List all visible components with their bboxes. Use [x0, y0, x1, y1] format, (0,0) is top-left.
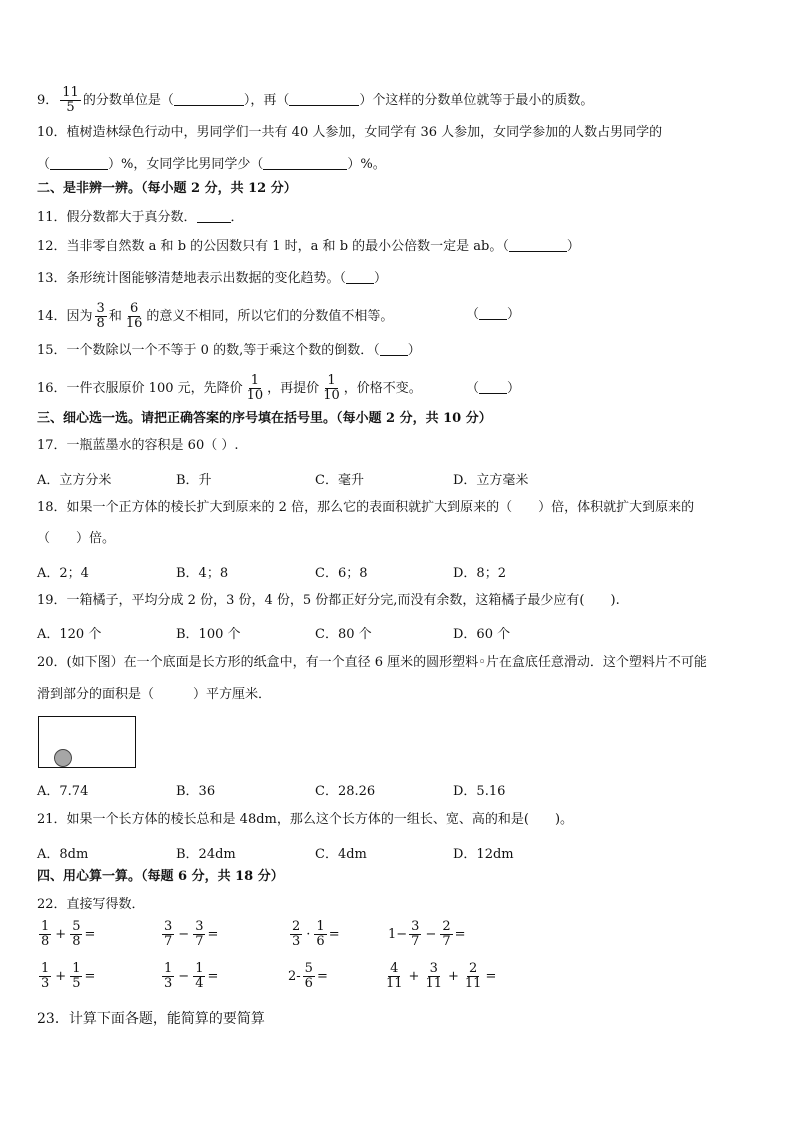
calc-item: 2- $\frac{5}{6}$ =: [288, 961, 328, 991]
question-18-line1: 18．如果一个正方体的棱长扩大到原来的 2 倍，那么它的表面积就扩大到原来的（ ）倍，体积就扩大到原来的: [37, 500, 695, 515]
answer-blank[interactable]: [479, 306, 507, 320]
question-19: 19．一箱橘子，平均分成 2 份，3 份，4 份，5 份都正好分完,而没有余数，这箱橘子最少应有( ).: [37, 593, 620, 608]
option-d[interactable]: D．60 个: [453, 627, 511, 642]
question-18-line2: （ ）倍。: [37, 531, 116, 546]
option-a[interactable]: A．7.74: [37, 784, 89, 799]
section-3-heading: 三、细心选一选。请把正确答案的序号填在括号里。（每小题 2 分，共 10 分）: [37, 411, 492, 426]
fraction: $\frac{11}{5}$: [62, 85, 79, 115]
calc-item: $\frac{3}{7}$ − $\frac{3}{7}$ =: [164, 919, 219, 949]
answer-blank[interactable]: [289, 92, 359, 106]
option-b[interactable]: B．36: [176, 784, 216, 799]
answer-blank[interactable]: [346, 270, 374, 284]
calc-item: $\frac{2}{3}$ · $\frac{1}{6}$ =: [292, 919, 340, 949]
question-11: 11．假分数都大于真分数． ．: [37, 210, 244, 225]
answer-blank[interactable]: [263, 156, 347, 170]
question-20-line2: 滑到部分的面积是（ ）平方厘米．: [37, 687, 272, 702]
calc-item: $\frac{4}{11}$ + $\frac{3}{11}$ + $\frac{2}{11}$ =: [386, 961, 497, 991]
option-a[interactable]: A．120 个: [37, 627, 102, 642]
section-4-heading: 四、用心算一算。（每题 6 分，共 18 分）: [37, 869, 284, 884]
answer-blank[interactable]: [197, 209, 231, 223]
calc-item: $\frac{1}{8}$ + $\frac{5}{8}$ =: [41, 919, 96, 949]
option-b[interactable]: B．升: [176, 473, 212, 488]
question-12: 12．当非零自然数 a 和 b 的公因数只有 1 时，a 和 b 的最小公倍数一定是 ab。（ ）: [37, 239, 580, 254]
answer-blank[interactable]: [509, 238, 567, 252]
answer-blank[interactable]: [50, 156, 108, 170]
box-figure: [38, 716, 136, 768]
question-10-line2: （ ）%，女同学比男同学少（ ）%。: [37, 157, 386, 172]
option-d[interactable]: D．5.16: [453, 784, 506, 799]
fraction: $\frac{6}{16}$: [125, 301, 143, 331]
option-d[interactable]: D．立方毫米: [453, 473, 529, 488]
option-a[interactable]: A．8dm: [37, 847, 89, 862]
fraction: $\frac{3}{8}$: [96, 301, 105, 331]
fraction: $\frac{1}{10}$: [323, 373, 340, 403]
fraction: $\frac{1}{10}$: [246, 373, 264, 403]
question-21: 21．如果一个长方体的棱长总和是 48dm，那么这个长方体的一组长、宽、高的和是( )。: [37, 812, 574, 827]
question-22: 22．直接写得数．: [37, 897, 145, 912]
answer-blank[interactable]: [174, 92, 244, 106]
answer-blank[interactable]: [380, 342, 408, 356]
option-b[interactable]: B．24dm: [176, 847, 236, 862]
question-14-answer: （ ）: [466, 307, 521, 322]
option-d[interactable]: D．12dm: [453, 847, 514, 862]
question-20-line1: 20．(如下图）在一个底面是长方形的纸盒中，有一个直径 6 厘米的圆形塑料◦片在盒底任意滑动．这个塑料片不可能: [37, 655, 707, 670]
question-16: 16．一件衣服原价 100 元，先降价 $\frac{1}{10}$ ，再提价 $\frac{1}{10}$ ，价格不变。: [37, 373, 422, 403]
calc-item: $\frac{1}{3}$ − $\frac{1}{4}$ =: [164, 961, 219, 991]
disc-figure: [54, 749, 72, 767]
question-15: 15．一个数除以一个不等于 0 的数,等于乘这个数的倒数．（ ）: [37, 343, 421, 358]
option-b[interactable]: B．100 个: [176, 627, 241, 642]
option-a[interactable]: A．2；4: [37, 566, 89, 581]
question-23: 23．计算下面各题，能简算的要简算: [37, 1011, 265, 1027]
calc-item: 1− $\frac{3}{7}$ − $\frac{2}{7}$ =: [388, 919, 466, 949]
option-a[interactable]: A．立方分米: [37, 473, 112, 488]
option-c[interactable]: C．6；8: [315, 566, 368, 581]
option-d[interactable]: D．8；2: [453, 566, 506, 581]
calc-item: $\frac{1}{3}$ + $\frac{1}{5}$ =: [41, 961, 96, 991]
option-c[interactable]: C．80 个: [315, 627, 372, 642]
question-10-line1: 10．植树造林绿色行动中，男同学们一共有 40 人参加，女同学有 36 人参加，女同学参加的人数占男同学的: [37, 125, 663, 140]
section-2-heading: 二、是非辨一辨。（每小题 2 分，共 12 分）: [37, 181, 297, 196]
option-c[interactable]: C．毫升: [315, 473, 364, 488]
option-c[interactable]: C．28.26: [315, 784, 376, 799]
question-17: 17．一瓶蓝墨水的容积是 60（ ）.: [37, 438, 239, 453]
question-16-answer: （ ）: [466, 381, 521, 396]
question-13: 13．条形统计图能够清楚地表示出数据的变化趋势。（ ）: [37, 271, 388, 286]
option-c[interactable]: C．4dm: [315, 847, 367, 862]
answer-blank[interactable]: [479, 380, 507, 394]
question-9: 9． $\frac{11}{5}$ 的分数单位是（ ），再（ ）个这样的分数单位就等于最小的质数。: [37, 85, 594, 115]
option-b[interactable]: B．4；8: [176, 566, 229, 581]
question-14: 14．因为 $\frac{3}{8}$ 和 $\frac{6}{16}$ 的意义不相同，所以它们的分数值不相等。: [37, 301, 394, 331]
